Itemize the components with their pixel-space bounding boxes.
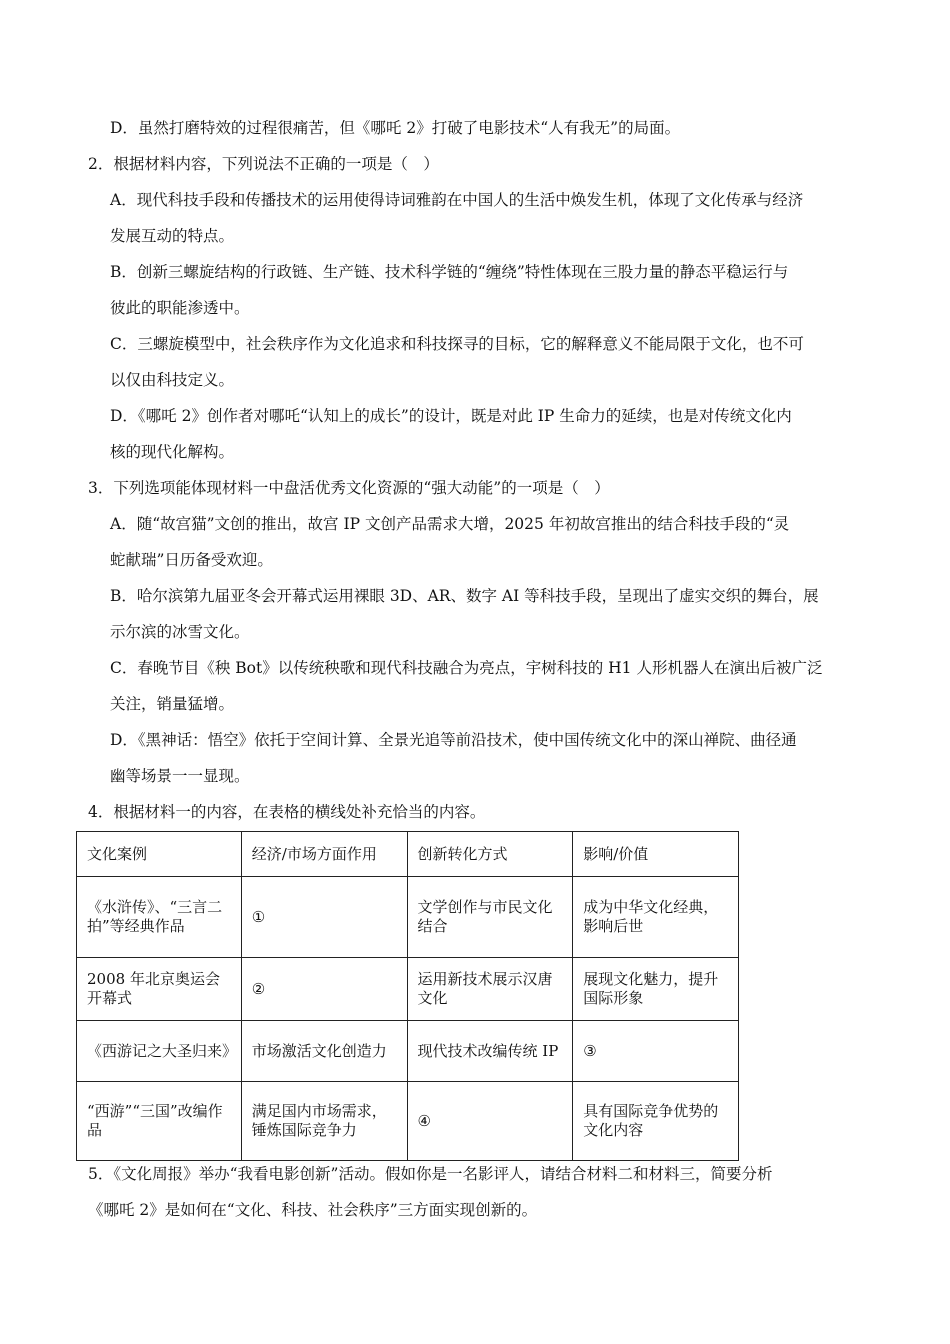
table-cell: “西游”“三国”改编作品 xyxy=(77,1082,242,1161)
header-cell: 文化案例 xyxy=(77,832,242,877)
q2-option-b-line1: B．创新三螺旋结构的行政链、生产链、技术科学链的“缠绕”特性体现在三股力量的静态平稳运行与 xyxy=(110,263,789,281)
q2-option-d-line1: D．《哪吒 2》创作者对哪吒“认知上的成长”的设计，既是对此 IP 生命力的延续，也是对传统文化内 xyxy=(110,407,792,425)
q3-option-d-line1: D．《黑神话：悟空》依托于空间计算、全景光追等前沿技术，使中国传统文化中的深山禅院、曲径通 xyxy=(110,731,797,749)
table-cell: 具有国际竞争优势的文化内容 xyxy=(573,1082,739,1161)
q3-stem: 3．下列选项能体现材料一中盘活优秀文化资源的“强大动能”的一项是（ ） xyxy=(88,479,610,497)
table-header-row xyxy=(77,832,739,877)
q2-option-b-line2: 彼此的职能渗透中。 xyxy=(110,299,250,317)
q2-stem: 2．根据材料内容，下列说法不正确的一项是（ ） xyxy=(88,155,439,173)
table-row xyxy=(77,1021,739,1082)
q3-option-b-line1: B．哈尔滨第九届亚冬会开幕式运用裸眼 3D、AR、数字 AI 等科技手段，呈现出了虚实交织的舞台，展 xyxy=(110,587,819,605)
q3-option-d-line2: 幽等场景一一显现。 xyxy=(110,767,250,785)
table-cell: 文学创作与市民文化结合 xyxy=(407,877,573,958)
q2-option-a-line1: A．现代科技手段和传播技术的运用使得诗词雅韵在中国人的生活中焕发生机，体现了文化传承与经济 xyxy=(110,191,804,209)
header-cell: 经济/市场方面作用 xyxy=(241,832,407,877)
q5-stem-line1: 5．《文化周报》举办“我看电影创新”活动。假如你是一名影评人，请结合材料二和材料三，简要分析 xyxy=(88,1165,773,1183)
table-cell: 满足国内市场需求，锤炼国际竞争力 xyxy=(241,1082,407,1161)
q3-option-c-line1: C．春晚节目《秧 Bot》以传统秧歌和现代科技融合为亮点，宇树科技的 H1 人形机器人在演出后被广泛 xyxy=(110,659,823,677)
table-cell: ④ xyxy=(407,1082,573,1161)
q3-option-a-line2: 蛇献瑞”日历备受欢迎。 xyxy=(110,551,273,569)
q2-option-a-line2: 发展互动的特点。 xyxy=(110,227,235,245)
q3-option-c-line2: 关注，销量猛增。 xyxy=(110,695,235,713)
table-row xyxy=(77,1082,739,1161)
table-cell: 现代技术改编传统 IP xyxy=(407,1021,573,1082)
q1-option-d: D．虽然打磨特效的过程很痛苦，但《哪吒 2》打破了电影技术“人有我无”的局面。 xyxy=(110,119,681,137)
table-cell: 成为中华文化经典，影响后世 xyxy=(573,877,739,958)
table-cell: 市场激活文化创造力 xyxy=(241,1021,407,1082)
table-cell: 《水浒传》、“三言二拍”等经典作品 xyxy=(77,877,242,958)
table-row xyxy=(77,958,739,1021)
q5-stem-line2: 《哪吒 2》是如何在“文化、科技、社会秩序”三方面实现创新的。 xyxy=(88,1201,538,1219)
table-row xyxy=(77,877,739,958)
q3-option-b-line2: 示尔滨的冰雪文化。 xyxy=(110,623,250,641)
table-cell: 2008 年北京奥运会开幕式 xyxy=(77,958,242,1021)
table-cell: 《西游记之大圣归来》 xyxy=(77,1021,242,1082)
table-cell: ② xyxy=(241,958,407,1021)
header-cell: 影响/价值 xyxy=(573,832,739,877)
table-cell: 运用新技术展示汉唐文化 xyxy=(407,958,573,1021)
q2-option-d-line2: 核的现代化解构。 xyxy=(110,443,235,461)
table-cell: ③ xyxy=(573,1021,739,1082)
table-cell: ① xyxy=(241,877,407,958)
q2-option-c-line1: C．三螺旋模型中，社会秩序作为文化追求和科技探寻的目标，它的解释意义不能局限于文化，也不可 xyxy=(110,335,804,353)
q3-option-a-line1: A．随“故宫猫”文创的推出，故宫 IP 文创产品需求大增，2025 年初故宫推出的结合科技手段的“灵 xyxy=(110,515,790,533)
table-cell: 展现文化魅力，提升国际形象 xyxy=(573,958,739,1021)
q2-option-c-line2: 以仅由科技定义。 xyxy=(110,371,235,389)
culture-case-table xyxy=(76,831,739,1161)
q4-stem: 4．根据材料一的内容，在表格的横线处补充恰当的内容。 xyxy=(88,803,486,821)
header-cell: 创新转化方式 xyxy=(407,832,573,877)
